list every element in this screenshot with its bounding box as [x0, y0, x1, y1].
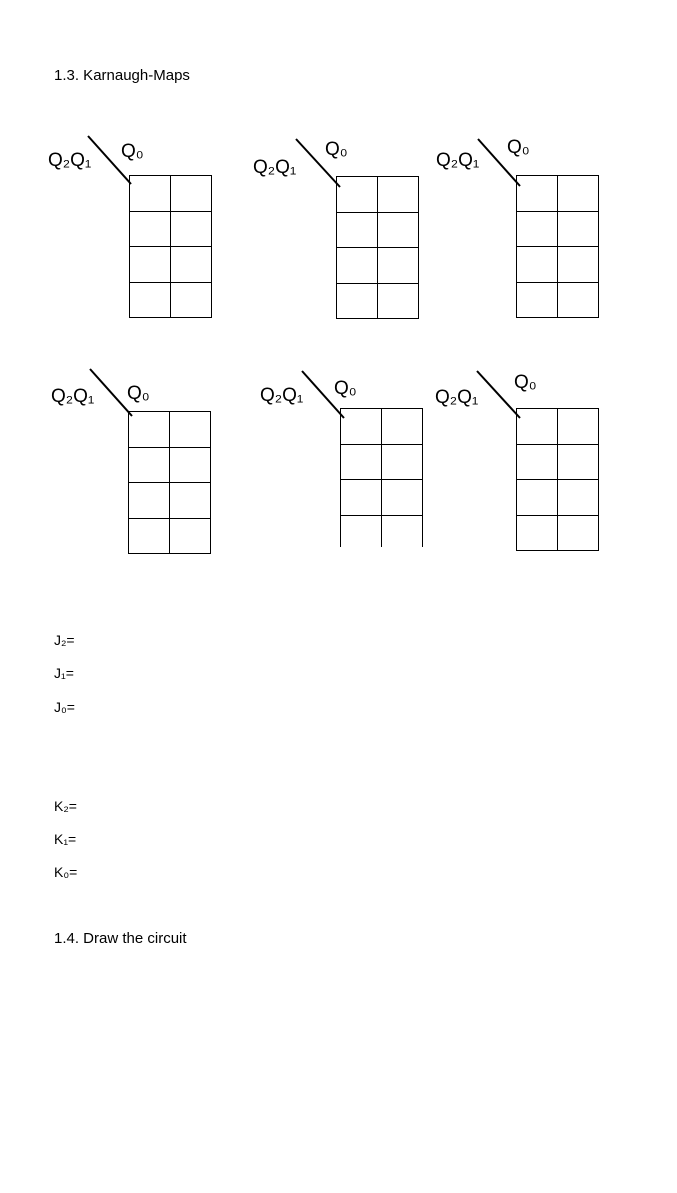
karnaugh-map-6 — [435, 369, 615, 569]
kmap-cell[interactable] — [129, 447, 170, 483]
kmap-cell[interactable] — [382, 515, 423, 547]
kmap-cell[interactable] — [517, 282, 558, 318]
equation-k2: K₂= — [54, 798, 77, 814]
equation-k1: K₁= — [54, 831, 77, 847]
equation-k0: K₀= — [54, 864, 78, 880]
kmap-cell[interactable] — [170, 518, 211, 554]
kmap-cell[interactable] — [378, 177, 419, 213]
kmap-column-label: Q₀ — [325, 139, 348, 160]
karnaugh-map-2 — [253, 137, 433, 337]
equation-j0: J₀= — [54, 699, 75, 715]
kmap-cell[interactable] — [378, 283, 419, 319]
kmap-row-label: Q₂Q₁ — [436, 150, 480, 171]
kmap-column-label: Q₀ — [127, 383, 150, 404]
kmap-cell[interactable] — [337, 248, 378, 284]
kmap-cell[interactable] — [170, 483, 211, 519]
kmap-cell[interactable] — [130, 247, 171, 283]
kmap-grid — [128, 411, 211, 554]
kmap-cell[interactable] — [129, 483, 170, 519]
kmap-cell[interactable] — [378, 212, 419, 248]
section-heading-draw-circuit: 1.4. Draw the circuit — [54, 930, 187, 947]
kmap-cell[interactable] — [558, 247, 599, 283]
kmap-cell[interactable] — [558, 480, 599, 516]
kmap-grid — [340, 408, 423, 547]
kmap-cell[interactable] — [517, 444, 558, 480]
section-heading-karnaugh-maps: 1.3. Karnaugh-Maps — [54, 67, 190, 84]
kmap-cell[interactable] — [517, 409, 558, 445]
kmap-cell[interactable] — [517, 247, 558, 283]
kmap-grid — [336, 176, 419, 319]
kmap-cell[interactable] — [129, 412, 170, 448]
kmap-cell[interactable] — [130, 282, 171, 318]
kmap-grid — [516, 408, 599, 551]
kmap-row-label: Q₂Q₁ — [253, 157, 297, 178]
karnaugh-map-4 — [51, 367, 231, 567]
kmap-cell[interactable] — [558, 515, 599, 551]
kmap-cell[interactable] — [341, 515, 382, 547]
kmap-cell[interactable] — [341, 409, 382, 445]
kmap-cell[interactable] — [130, 176, 171, 212]
kmap-cell[interactable] — [558, 282, 599, 318]
kmap-cell[interactable] — [341, 444, 382, 480]
equation-j1: J₁= — [54, 665, 74, 681]
kmap-row-label: Q₂Q₁ — [260, 385, 304, 406]
kmap-cell[interactable] — [382, 409, 423, 445]
kmap-cell[interactable] — [517, 176, 558, 212]
kmap-cell[interactable] — [558, 211, 599, 247]
kmap-cell[interactable] — [558, 176, 599, 212]
kmap-column-label: Q₀ — [334, 378, 357, 399]
kmap-cell[interactable] — [341, 480, 382, 516]
kmap-cell[interactable] — [517, 515, 558, 551]
kmap-cell[interactable] — [130, 211, 171, 247]
kmap-column-label: Q₀ — [514, 372, 537, 393]
kmap-column-label: Q₀ — [507, 137, 530, 158]
kmap-cell[interactable] — [558, 409, 599, 445]
karnaugh-map-1 — [48, 134, 228, 334]
kmap-cell[interactable] — [337, 177, 378, 213]
kmap-cell[interactable] — [171, 211, 212, 247]
kmap-cell[interactable] — [337, 212, 378, 248]
karnaugh-map-5 — [260, 369, 440, 569]
kmap-cell[interactable] — [170, 412, 211, 448]
kmap-grid — [516, 175, 599, 318]
kmap-row-label: Q₂Q₁ — [48, 150, 92, 171]
kmap-grid — [129, 175, 212, 318]
kmap-cell[interactable] — [558, 444, 599, 480]
kmap-row-label: Q₂Q₁ — [51, 386, 95, 407]
kmap-cell[interactable] — [170, 447, 211, 483]
kmap-cell[interactable] — [382, 480, 423, 516]
kmap-cell[interactable] — [171, 282, 212, 318]
kmap-cell[interactable] — [378, 248, 419, 284]
kmap-cell[interactable] — [337, 283, 378, 319]
kmap-column-label: Q₀ — [121, 141, 144, 162]
kmap-cell[interactable] — [129, 518, 170, 554]
kmap-cell[interactable] — [517, 480, 558, 516]
kmap-cell[interactable] — [517, 211, 558, 247]
kmap-cell[interactable] — [171, 247, 212, 283]
kmap-cell[interactable] — [382, 444, 423, 480]
karnaugh-map-3 — [436, 136, 616, 336]
kmap-cell[interactable] — [171, 176, 212, 212]
kmap-row-label: Q₂Q₁ — [435, 387, 479, 408]
equation-j2: J₂= — [54, 632, 75, 648]
